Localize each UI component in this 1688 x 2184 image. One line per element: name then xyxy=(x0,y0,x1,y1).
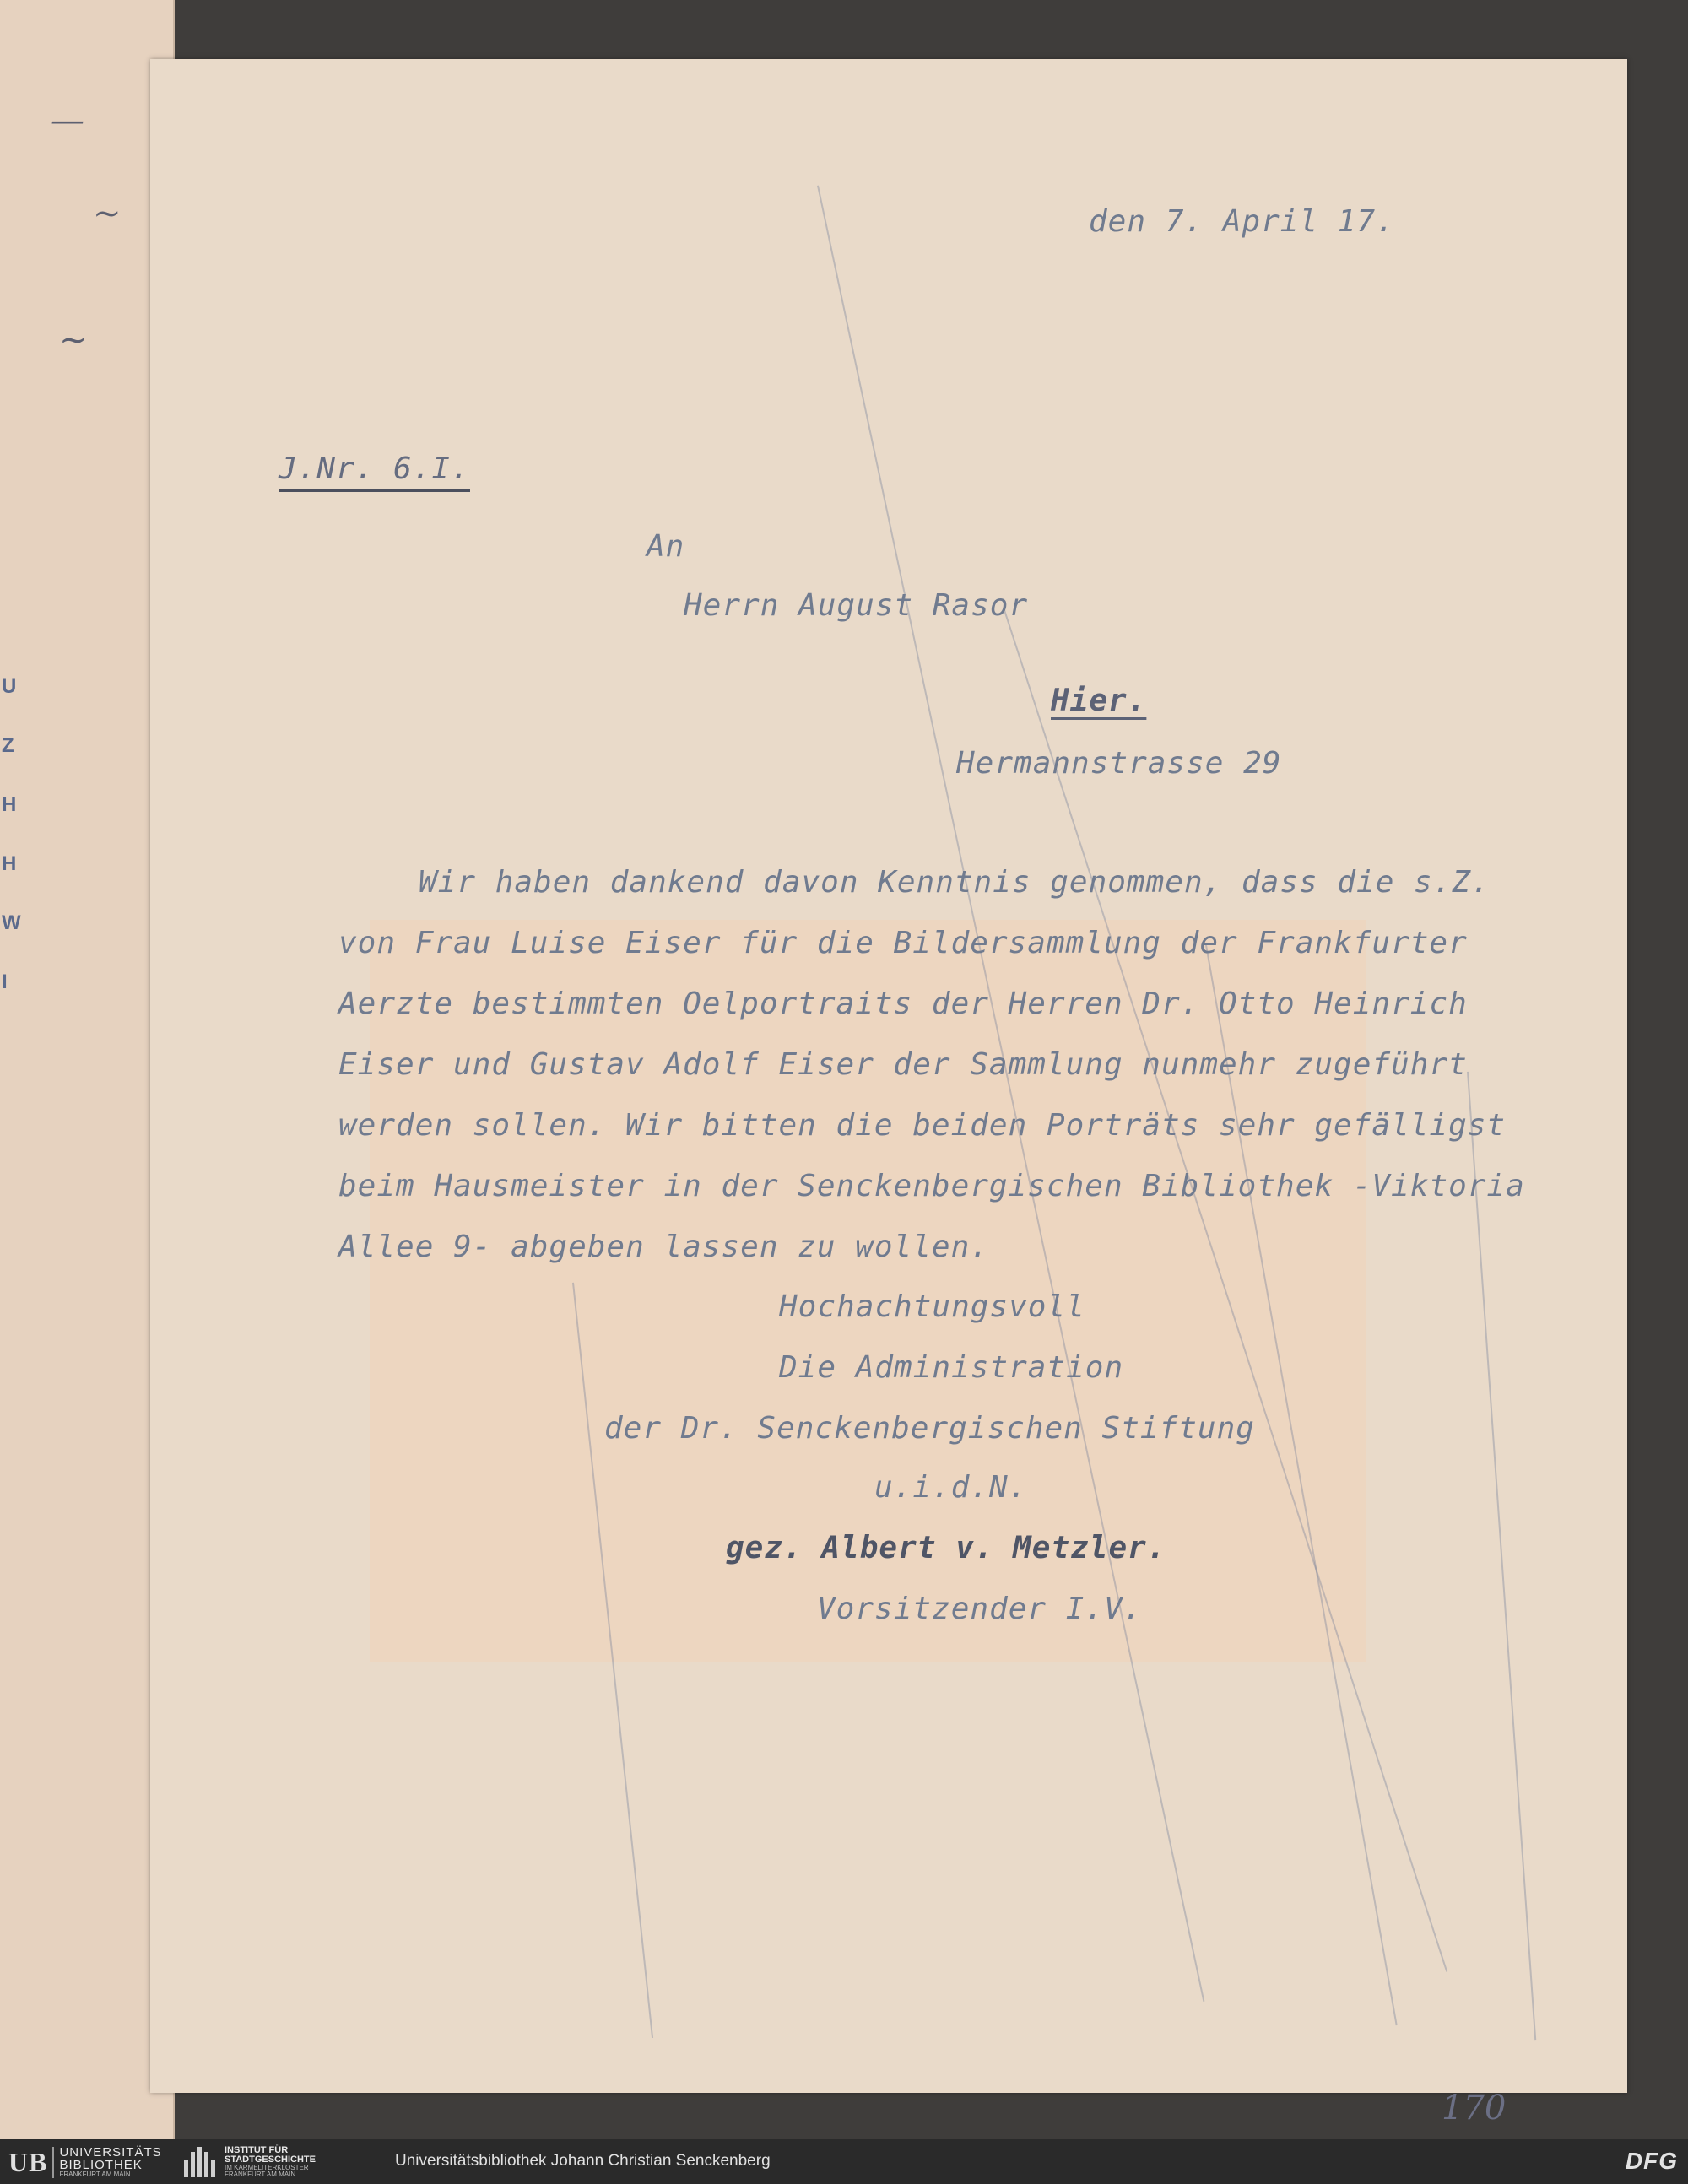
org-line: u.i.d.N. xyxy=(874,1470,1028,1505)
salutation-to: An xyxy=(647,529,685,564)
body-line: von Frau Luise Eiser für die Bildersammlung der Frankfurter xyxy=(338,926,1468,960)
recipient-name: Herrn August Rasor xyxy=(684,588,1029,623)
signature: gez. Albert v. Metzler. xyxy=(726,1531,1166,1565)
ub-logo xyxy=(8,2146,162,2178)
org-line: Die Administration xyxy=(779,1350,1124,1385)
journal-reference: J.Nr. 6.I. xyxy=(279,451,470,492)
org-line: der Dr. Senckenbergischen Stiftung xyxy=(604,1411,1255,1446)
recipient-street: Hermannstrasse 29 xyxy=(956,746,1282,781)
isg-logo xyxy=(184,2146,316,2178)
margin-letter: H xyxy=(2,793,17,816)
viewer-footer xyxy=(0,2139,1688,2184)
left-page-edge xyxy=(0,0,175,2139)
body-line: Allee 9- abgeben lassen zu wollen. xyxy=(338,1230,989,1264)
margin-letter: I xyxy=(2,970,8,993)
dfg-logo: DFG xyxy=(1625,2148,1678,2174)
recipient-city: Hier. xyxy=(1051,684,1147,718)
ub-name-line: FRANKFURT AM MAIN xyxy=(59,2170,131,2178)
handwriting-mark: ~ xyxy=(93,194,122,233)
body-line: werden sollen. Wir bitten die beiden Porträts sehr gefälligst xyxy=(338,1108,1507,1143)
handwriting-mark: — xyxy=(51,101,84,140)
isg-name-line: FRANKFURT AM MAIN xyxy=(225,2170,296,2178)
margin-letter: H xyxy=(2,852,17,875)
letter-date: den 7. April 17. xyxy=(1089,204,1395,239)
signature-title: Vorsitzender I.V. xyxy=(817,1592,1143,1626)
pencil-stroke xyxy=(1467,1072,1536,2040)
ub-mark: UB xyxy=(8,2147,54,2178)
archive-page-number: 170 xyxy=(1442,2089,1507,2127)
margin-letter: U xyxy=(2,675,17,698)
isg-name-line: INSTITUT FÜR xyxy=(225,2145,289,2155)
margin-letter: Z xyxy=(2,734,14,757)
margin-letter: W xyxy=(2,911,21,934)
body-line: Wir haben dankend davon Kenntnis genommen, dass die s.Z. xyxy=(419,865,1491,900)
letter-sheet xyxy=(150,59,1627,2127)
ub-name-line: BIBLIOTHEK xyxy=(59,2158,143,2172)
handwriting-mark: ~ xyxy=(59,321,88,359)
building-icon xyxy=(184,2147,218,2177)
isg-name-line: STADTGESCHICHTE xyxy=(225,2154,316,2165)
library-name: Universitätsbibliothek Johann Christian Senckenberg xyxy=(395,2152,771,2170)
isg-name-line: IM KARMELITERKLOSTER xyxy=(225,2164,309,2171)
closing: Hochachtungsvoll xyxy=(779,1289,1085,1324)
body-line: beim Hausmeister in der Senckenbergischen Bibliothek -Viktoria xyxy=(338,1169,1525,1203)
body-line: Eiser und Gustav Adolf Eiser der Sammlung nunmehr zugeführt xyxy=(338,1047,1468,1082)
ub-name-line: UNIVERSITÄTS xyxy=(59,2145,162,2160)
body-line: Aerzte bestimmten Oelportraits der Herren Dr. Otto Heinrich xyxy=(338,987,1468,1021)
